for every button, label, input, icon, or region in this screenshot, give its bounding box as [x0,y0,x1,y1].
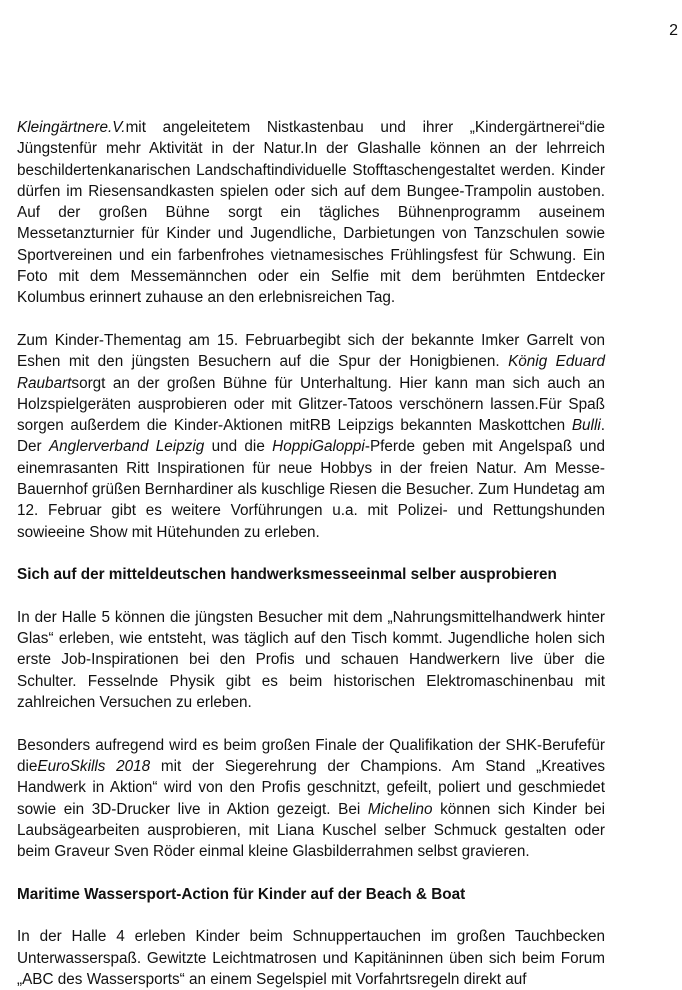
section-heading-beach-boat: Maritime Wassersport-Action für Kinder auf der Beach & Boat [17,885,466,903]
paragraph-text: Besonders aufregend wird es beim großen Finale der Qualifikation der SHK-Berufefür die [17,736,605,775]
paragraph-kinder-thementag [17,330,605,543]
italic-organization: Kleingärtnere.V. [17,119,126,136]
paragraph-halle-5: In der Halle 5 können die jüngsten Besucher mit dem „Nahrungsmittelhandwerk hinter Glas“ erleben, wie entsteht, was täglich auf den Tisch kommt. Jugendliche holen sich erste Job-Inspirationen bei den Profis und schauen Handwerkern live über die Schulter. Fesselnde Physik gibt es beim historischen Elektromaschinenbau mit zahlreichen Versuchen zu erleben. [17,608,605,712]
italic-name: Anglerverband Leipzig [48,438,205,456]
paragraph-text: . Der [17,417,605,456]
italic-name: EuroSkills 2018 [37,757,151,775]
paragraph-text: mit der Siegerehrung der Champions. Am Stand „Kreatives Handwerk in Aktion“ wird von den Profis geschnitzt, gefeilt, poliert und geschmiedet sowie ein 3D-Drucker live in Aktion gezeigt. Bei [17,757,605,818]
paragraph-text: -Pferde geben mit Angelspaß und einemrasanten Ritt Inspirationen für neue Hobbys in der freien Natur. Am Messe-Bauernhof grüßen Bernhardiner als kuschlige Riesen die Besucher. Zum Hundetag am 12. Februar gibt es weitere Vorführungen u.a. mit Polizei- und Rettungshunden sowieeine Show mit Hütehunden zu erleben. [17,438,605,541]
paragraph-kleingaertner [17,117,605,309]
paragraph-text: Zum Kinder-Thementag am 15. Februarbegibt sich der bekannte Imker Garrelt von Eshen mit den jüngsten Besuchern auf die Spur der Honigbienen. [17,331,605,371]
paragraph-text: sorgt an der großen Bühne für Unterhaltung. Hier kann man sich auch an Holzspielgeräten ausprobieren oder mit Glitzer-Tatoos verschönern lassen.Für Spaß sorgen außerdem die Kinder-Aktionen mitRB Leipzigs bekannten Maskottchen [17,374,605,435]
paragraph-spacer [17,309,605,330]
paragraph-spacer [17,713,605,734]
paragraph-spacer [17,586,605,607]
paragraph-spacer [17,905,605,926]
page-number: 2 [669,22,678,39]
paragraph-spacer [17,543,605,564]
paragraph-halle-4: In der Halle 4 erleben Kinder beim Schnuppertauchen im großen Tauchbecken Unterwasserspaß. Gewitzte Leichtmatrosen und Kapitäninnen üben sich beim Forum „ABC des Wassersports“ an einem Segelspiel mit Vorfahrtsregeln direkt auf [17,928,605,988]
italic-name: Michelino [367,800,433,818]
paragraph-text: und die [204,438,273,456]
paragraph-euroskills [17,735,605,863]
paragraph-text: mit angeleitetem Nistkastenbau und ihrer „Kindergärtnerei“die Jüngstenfür mehr Aktivität in der Natur.In der Glashalle können an der lehrreich beschildertenkanarischen Landschaftindividuelle Stofftaschengestaltet werden. Kinder dürfen im Riesensandkasten spielen oder sich auf dem Bungee-Trampolin austoben. Auf der großen Bühne sorgt ein tägliches Bühnenprogramm auseinem Messetanzturnier für Kinder und Jugendliche, Darbietungen von Tanzschulen sowie Sportvereinen und ein farbenfrohes vietnamesisches Frühlingsfest für Schwung. Ein Foto mit dem Messemännchen oder ein Selfie mit dem berühmten Entdecker Kolumbus erinnert zuhause an den erlebnisreichen Tag. [17,119,605,307]
document-body [17,117,605,990]
italic-name: HoppiGaloppi [272,438,365,456]
section-heading-handwerksmesse: Sich auf der mitteldeutschen handwerksmesseeinmal selber ausprobieren [17,566,557,584]
italic-name: Bulli [571,417,601,435]
italic-name: König Eduard Raubart [17,353,605,392]
paragraph-spacer [17,862,605,883]
paragraph-text: können sich Kinder bei Laubsägearbeiten ausprobieren, mit Liana Kuschel selber Schmuck gestalten oder beim Graveur Sven Röder einmal kleine Glasbilderrahmen selbst gravieren. [17,800,605,861]
